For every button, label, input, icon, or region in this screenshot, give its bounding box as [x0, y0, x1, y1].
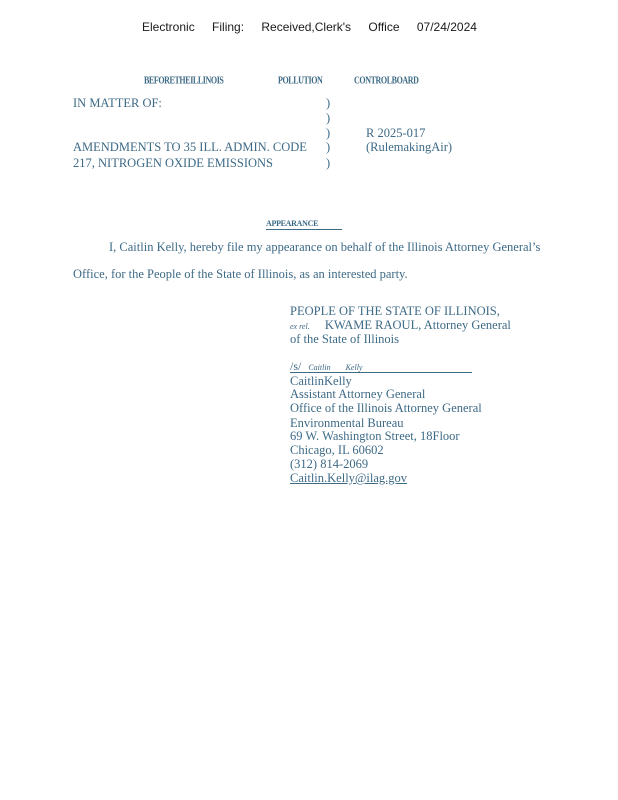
signature-slash-s: /s/: [290, 359, 302, 373]
caption-paren: ): [326, 96, 331, 110]
signature-line: [290, 359, 472, 373]
stamp-received: Received,Clerk's: [261, 20, 352, 34]
signature-office: Office of the Illinois Attorney General: [290, 401, 482, 415]
filing-stamp: [142, 20, 491, 34]
signature-ex-rel: ex rel.: [290, 322, 310, 331]
signature-title: Assistant Attorney General: [290, 387, 426, 401]
appearance-paragraph-line2: Office, for the People of the State of Illinois, as an interested party.: [73, 267, 408, 281]
caption-in-matter: IN MATTER OF:: [73, 96, 162, 110]
board-heading-before: BEFORETHEILLINOIS: [144, 74, 224, 87]
signature-address: 69 W. Washington Street, 18Floor: [290, 429, 460, 443]
signature-last: Kelly: [345, 363, 363, 372]
caption-amendments-line2: 217, NITROGEN OXIDE EMISSIONS: [73, 156, 273, 170]
board-heading-pollution: POLLUTION: [278, 74, 323, 87]
signature-state: of the State of Illinois: [290, 332, 400, 346]
caption-paren: ): [326, 140, 331, 154]
appearance-heading: APPEARANCE: [266, 219, 342, 230]
stamp-electronic: Electronic: [142, 20, 195, 34]
caption-paren: ): [326, 156, 331, 170]
signature-name: CaitlinKelly: [290, 374, 352, 388]
signature-first: Caitlin: [308, 363, 331, 372]
signature-city: Chicago, IL 60602: [290, 443, 384, 457]
caption-amendments-line1: AMENDMENTS TO 35 ILL. ADMIN. CODE: [73, 140, 307, 154]
caption-paren: ): [326, 111, 331, 125]
signature-bureau: Environmental Bureau: [290, 416, 404, 430]
caption-docket: R 2025-017: [366, 126, 426, 140]
stamp-date: 07/24/2024: [416, 20, 477, 34]
appearance-paragraph-line1: I, Caitlin Kelly, hereby file my appearance on behalf of the Illinois Attorney General’s: [109, 240, 541, 254]
caption-paren: ): [326, 126, 331, 140]
signature-phone: (312) 814-2069: [290, 457, 369, 471]
signature-ag: KWAME RAOUL, Attorney General: [324, 318, 511, 332]
signature-email-link[interactable]: Caitlin.Kelly@ilag.gov: [290, 471, 408, 485]
caption-rulemaking-type: (RulemakingAir): [366, 140, 453, 154]
stamp-office: Office: [368, 20, 400, 34]
board-heading-control: CONTROLBOARD: [354, 74, 419, 87]
stamp-filing: Filing:: [212, 20, 245, 34]
signature-people: PEOPLE OF THE STATE OF ILLINOIS,: [290, 304, 500, 318]
